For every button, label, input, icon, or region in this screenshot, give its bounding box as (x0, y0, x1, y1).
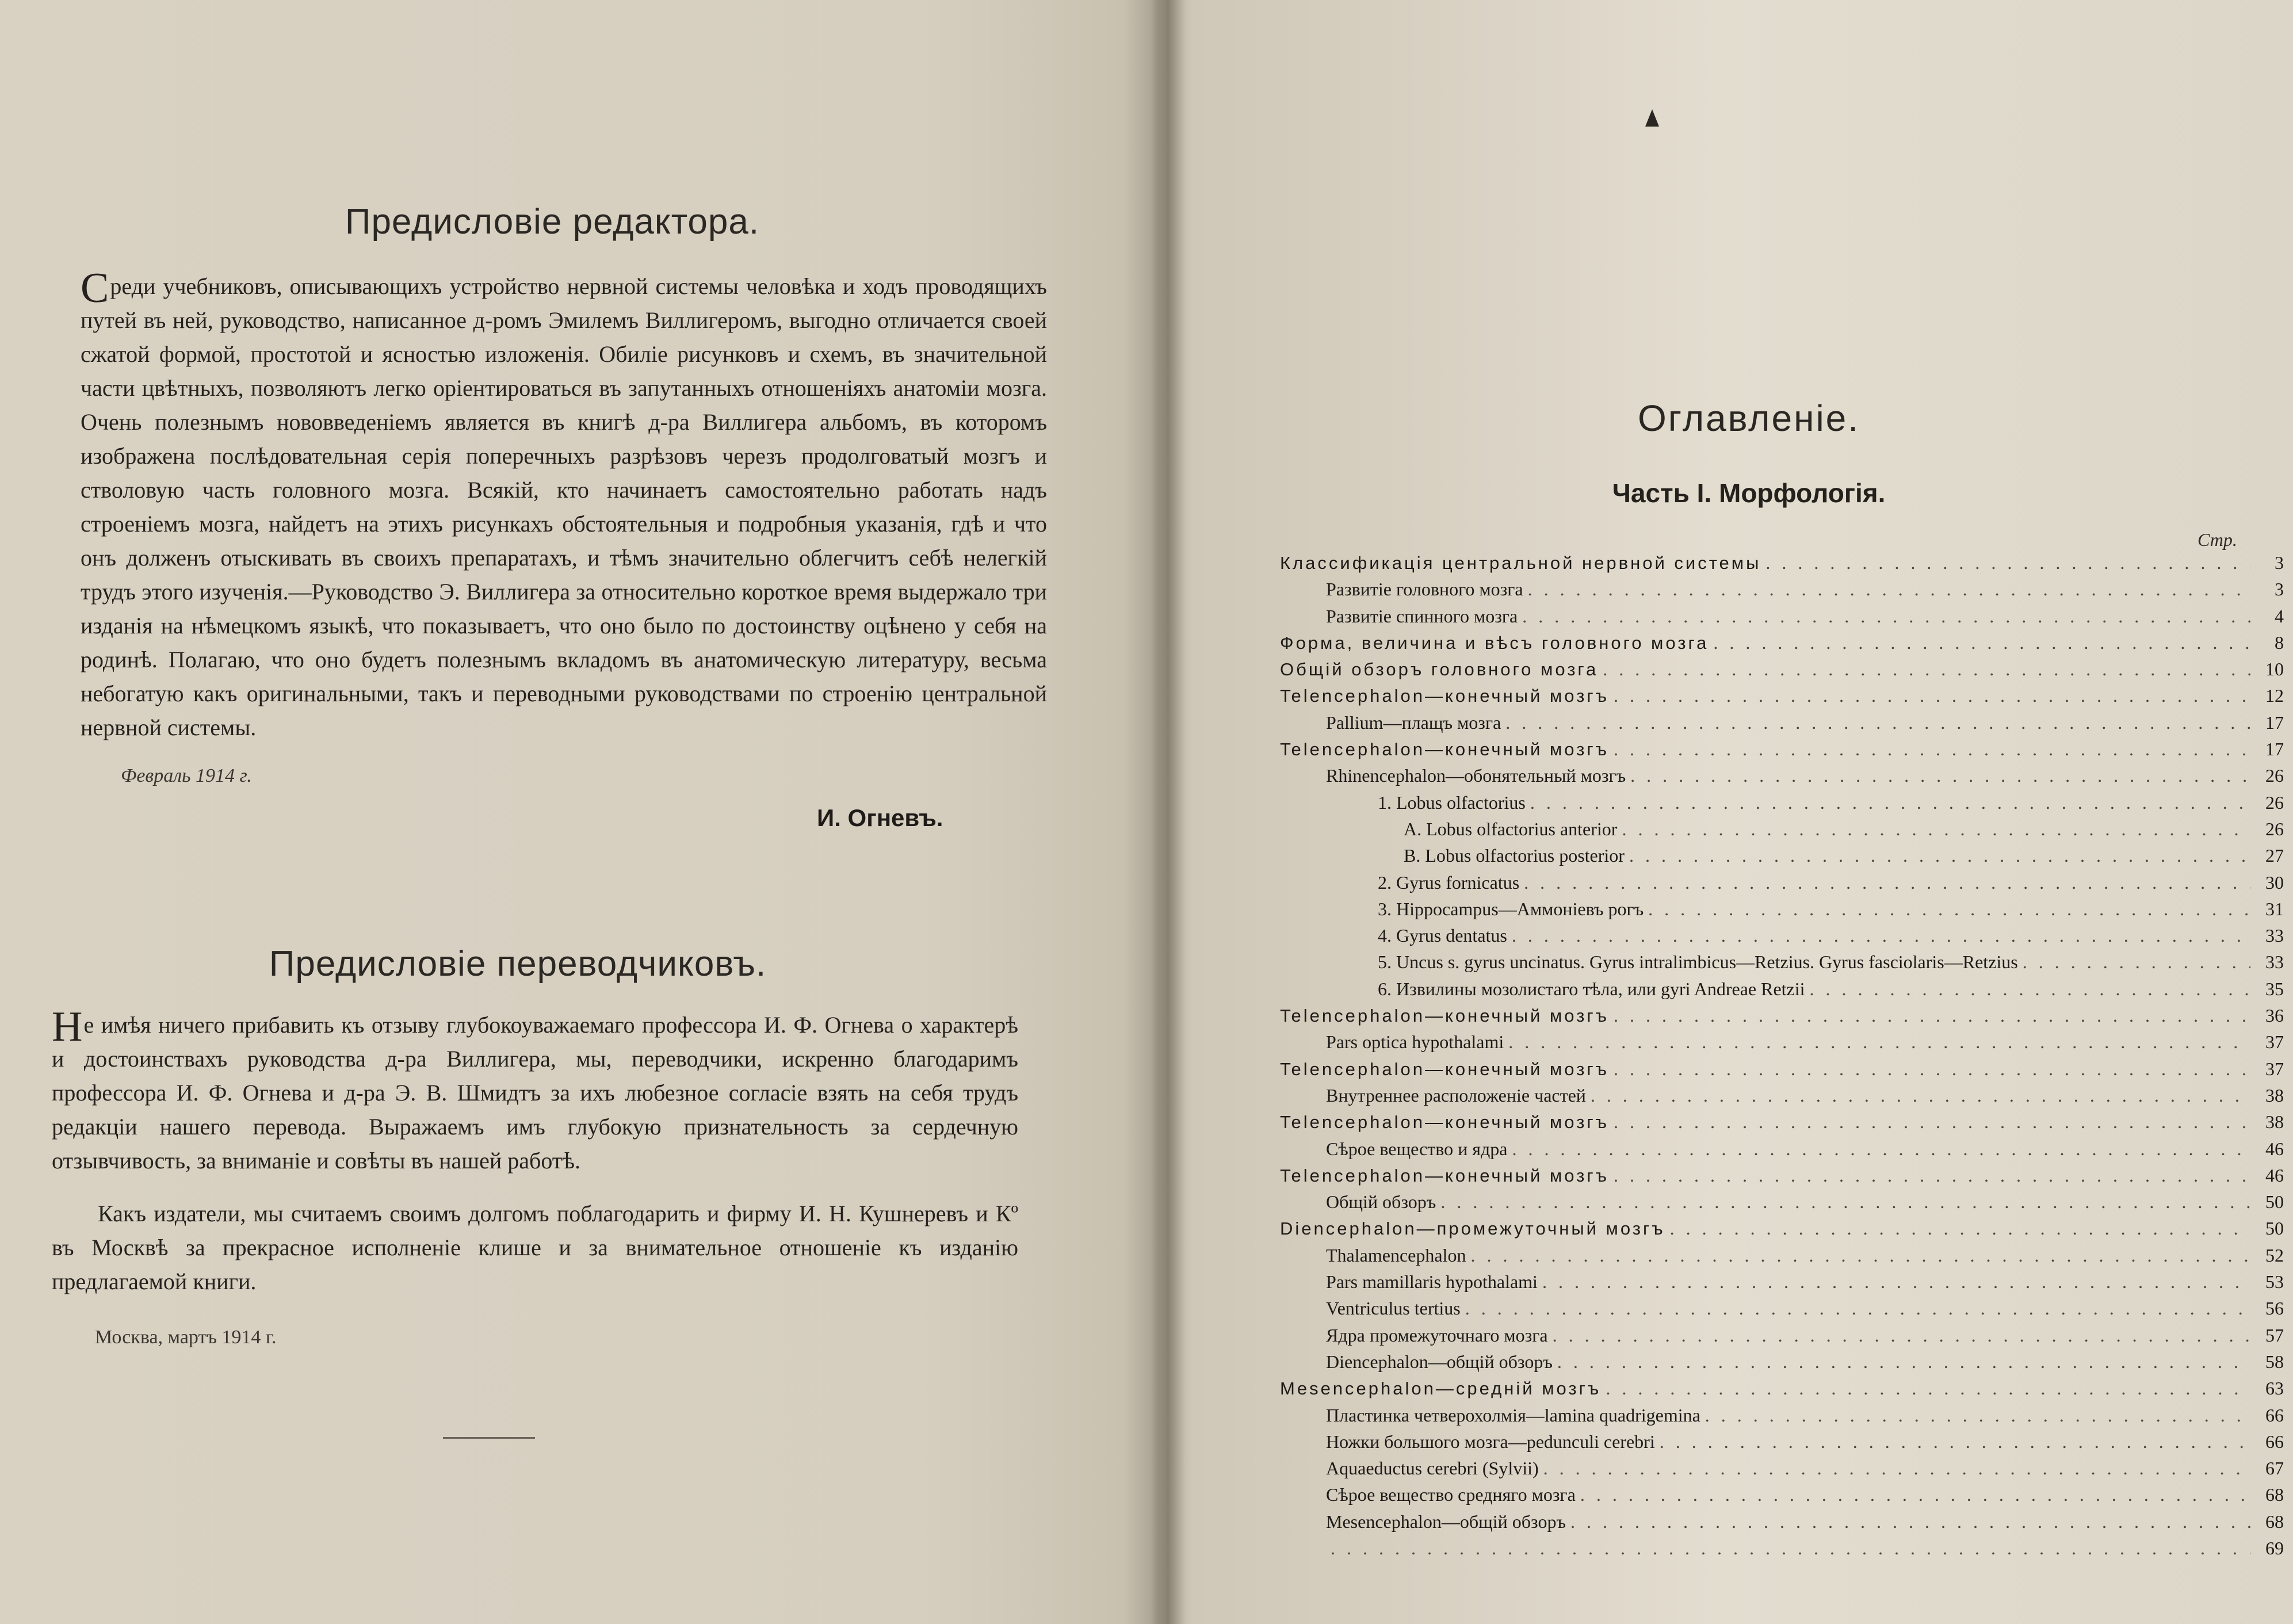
toc-leader-dots (1705, 1405, 2250, 1426)
toc-entry (1280, 712, 2284, 739)
toc-entry (1280, 1085, 2284, 1111)
toc-entry-title: Развитіе спинного мозга (1326, 605, 1518, 626)
toc-entry (1280, 1405, 2284, 1431)
toc-entry (1280, 899, 2284, 925)
toc-leader-dots (1553, 1325, 2250, 1346)
toc-entry-title: Развитіе головного мозга (1326, 579, 1523, 600)
toc-leader-dots (2023, 952, 2250, 973)
toc-entry-title: Aquaeductus cerebri (Sylvii) (1326, 1458, 1539, 1479)
toc-leader-dots (1524, 872, 2250, 893)
toc-entry-page: 37 (2265, 1031, 2284, 1053)
toc-entry (1280, 979, 2284, 1005)
toc-entry (1280, 1351, 2284, 1378)
toc-entry-title: Общій обзоръ (1326, 1191, 1436, 1213)
toc-entry-title: Thalamencephalon (1326, 1244, 1466, 1266)
editor-preface-text: реди учебниковъ, описывающихъ устройство нервной системы человѣка и ходъ проводящихъ путей въ ней, руководство, написанное д-ромъ Эмилемъ Виллигеромъ, выгодно отличается своей сжатой формой, простотой и ясностью изложенія. Обиліе рисунковъ и схемъ, въ значительной части цвѣтныхъ, позволяютъ легко оріентироваться въ запутанныхъ отношеніяхъ анатоміи мозга. Очень полезнымъ нововведеніемъ является въ книгѣ д-ра Виллигера альбомъ, въ которомъ изображена послѣдовательная серія поперечныхъ разрѣзовъ черезъ продолговатый мозгъ и стволовую часть головного мозга. Всякій, кто начинаетъ самостоятельно работать надъ строеніемъ мозга, найдетъ на этихъ рисункахъ обстоятельныя и подробныя указанія, гдѣ и что онъ долженъ отыскивать въ своихъ препаратахъ, и тѣмъ значительно облегчитъ себѣ нелегкій трудъ этого изученія.—Руководство Э. Виллигера за относительно короткое время выдержало три изданія на нѣмецкомъ языкѣ, что показываетъ, что оно было по достоинству оцѣнено у себя на родинѣ. Полагаю, что оно будетъ полезнымъ вкладомъ въ анатомическую литературу, весьма небогатую какъ оригинальными, такъ и переводными руководствами по строенію центральной нервной системы. (81, 273, 1047, 740)
toc-entry-page: 26 (2265, 792, 2284, 813)
toc-entry-page: 26 (2265, 818, 2284, 839)
toc-entry-title: B. Lobus olfactorius posterior (1404, 845, 1625, 866)
translators-preface-text-1: е имѣя ничего прибавить къ отзыву глубокоуважаемаго профессора И. Ф. Огнева о характерѣ и достоинствахъ руководства д-ра Виллигера, мы, переводчики, искренно благодаримъ профессора И. Ф. Огнева и д-ра Э. В. Шмидтъ за ихъ любезное согласіе взять на себя трудъ редакціи нашего перевода. Выражаемъ имъ глубокую признательность за сердечную отзывчивость, за вниманіе и совѣты въ нашей работѣ. (52, 1012, 1018, 1174)
book-gutter (1151, 0, 1185, 1624)
toc-entry (1280, 632, 2284, 659)
toc-leader-dots (1512, 1138, 2250, 1160)
toc-entry-title: Классификація центральной нервной системы (1280, 553, 1761, 573)
toc-entry-title: Rhinencephalon—обонятельный мозгъ (1326, 765, 1626, 786)
toc-leader-dots (1508, 1031, 2250, 1053)
toc-leader-dots (1530, 792, 2250, 813)
toc-entry-page: 67 (2265, 1458, 2284, 1479)
toc-leader-dots (1603, 659, 2250, 680)
toc-leader-dots (1614, 1165, 2250, 1186)
toc-leader-dots (1614, 1005, 2250, 1026)
toc-part-heading: Часть I. Морфологія. (1612, 478, 1886, 508)
toc-entry-title: Telencephalon—конечный мозгъ (1280, 1006, 1610, 1026)
toc-entry-title: Pars optica hypothalami (1326, 1031, 1504, 1053)
toc-entry-title: Внутреннее расположеніе частей (1326, 1084, 1586, 1106)
toc-entry (1280, 739, 2284, 765)
translators-preface-title: Предисловіе переводчиковъ. (269, 944, 767, 984)
toc-entry (1280, 1271, 2284, 1298)
toc-entry-page: 69 (2265, 1537, 2284, 1558)
toc-page-column-header: Стр. (2198, 529, 2237, 550)
toc-leader-dots (1614, 1111, 2250, 1133)
toc-entry-page: 68 (2265, 1484, 2284, 1505)
toc-entry-page: 17 (2265, 739, 2284, 760)
toc-entry (1280, 925, 2284, 952)
toc-leader-dots (1591, 1085, 2250, 1106)
toc-entry-page: 26 (2265, 765, 2284, 786)
toc-entry-title: Ventriculus tertius (1326, 1298, 1461, 1319)
toc-leader-dots (1331, 1538, 2250, 1559)
toc-leader-dots (1512, 925, 2250, 946)
toc-leader-dots (1614, 1059, 2250, 1080)
closing-rule (443, 1437, 535, 1439)
toc-entry-title: Telencephalon—конечный мозгъ (1280, 1112, 1610, 1133)
toc-entry-page: 37 (2265, 1058, 2284, 1079)
toc-leader-dots (1606, 1378, 2250, 1399)
toc-entry (1280, 552, 2284, 579)
toc-entry-page: 27 (2265, 845, 2284, 866)
toc-leader-dots (1557, 1351, 2250, 1373)
toc-entry (1280, 1511, 2284, 1538)
toc-entry-title: Pallium—плащъ мозга (1326, 712, 1501, 733)
toc-entry (1280, 1458, 2284, 1484)
translators-preface-dropcap: Н (52, 1003, 83, 1050)
toc-entry-page: 3 (2275, 552, 2284, 573)
toc-entry-page: 33 (2265, 952, 2284, 973)
toc-entry-page: 4 (2275, 605, 2284, 626)
toc-leader-dots (1543, 1458, 2250, 1479)
toc-entry-page: 57 (2265, 1324, 2284, 1346)
toc-entry-page: 58 (2265, 1351, 2284, 1372)
toc-leader-dots (1614, 685, 2250, 706)
toc-entry-title: Diencephalon—промежуточный мозгъ (1280, 1218, 1665, 1239)
toc-entry-page: 17 (2265, 712, 2284, 733)
toc-entry (1280, 1538, 2284, 1564)
toc-entry-title: 1. Lobus olfactorius (1378, 792, 1526, 813)
toc-entry (1280, 659, 2284, 685)
toc-entry-title: Ножки большого мозга—pedunculi cerebri (1326, 1431, 1655, 1452)
toc-entry (1280, 1378, 2284, 1404)
toc-entry (1280, 952, 2284, 978)
toc-entry-title: Сѣрое вещество и ядра (1326, 1138, 1508, 1159)
toc-entry (1280, 1484, 2284, 1511)
toc-entry-title: Diencephalon—общій обзоръ (1326, 1351, 1553, 1372)
toc-entry-page: 12 (2265, 685, 2284, 706)
toc-entry-page: 38 (2265, 1111, 2284, 1133)
toc-leader-dots (1542, 1271, 2250, 1293)
toc-list (1280, 552, 2284, 1564)
editor-signature: И. Огневъ. (817, 804, 943, 831)
translators-preface-body-2 (52, 1197, 1018, 1298)
toc-entry-page: 33 (2265, 925, 2284, 946)
toc-entry-page: 31 (2265, 898, 2284, 919)
toc-entry (1280, 765, 2284, 792)
toc-leader-dots (1440, 1191, 2250, 1213)
toc-entry-title: Telencephalon—конечный мозгъ (1280, 739, 1610, 760)
toc-leader-dots (1528, 579, 2250, 600)
pencil-mark (1645, 109, 1659, 127)
toc-entry-title: Telencephalon—конечный мозгъ (1280, 1165, 1610, 1186)
toc-entry-page: 35 (2265, 978, 2284, 999)
toc-entry-page: 53 (2265, 1271, 2284, 1293)
toc-entry (1280, 1298, 2284, 1324)
editor-preface-dropcap: С (81, 265, 109, 312)
toc-entry-title: 5. Uncus s. gyrus uncinatus. Gyrus intralimbicus—Retzius. Gyrus fasciolaris—Retzius (1378, 952, 2018, 973)
toc-entry (1280, 819, 2284, 845)
toc-leader-dots (1622, 819, 2250, 840)
toc-entry-title: Ядра промежуточнаго мозга (1326, 1324, 1548, 1346)
toc-entry-page: 10 (2265, 659, 2284, 680)
toc-leader-dots (1580, 1484, 2250, 1505)
editor-preface-title: Предисловіе редактора. (345, 202, 760, 242)
toc-entry-page: 56 (2265, 1298, 2284, 1319)
toc-leader-dots (1630, 765, 2250, 786)
toc-leader-dots (1614, 739, 2250, 760)
toc-entry-page: 68 (2265, 1511, 2284, 1532)
toc-entry (1280, 579, 2284, 605)
toc-entry-page: 63 (2265, 1378, 2284, 1399)
toc-entry-page: 46 (2265, 1164, 2284, 1186)
toc-entry-title: Пластинка четверохолмія—lamina quadrigemina (1326, 1404, 1700, 1426)
toc-entry (1280, 792, 2284, 819)
toc-entry-title: 6. Извилины мозолистаго тѣла, или gyri Andreae Retzii (1378, 978, 1805, 999)
toc-entry-page: 38 (2265, 1084, 2284, 1106)
toc-entry-page: 50 (2265, 1191, 2284, 1213)
toc-entry (1280, 1111, 2284, 1138)
toc-entry (1280, 1165, 2284, 1191)
toc-title: Оглавленіе. (1637, 398, 1860, 439)
toc-entry (1280, 845, 2284, 872)
toc-entry-page: 30 (2265, 872, 2284, 893)
toc-entry-page: 36 (2265, 1005, 2284, 1026)
toc-leader-dots (1522, 606, 2250, 627)
toc-entry-title: Сѣрое вещество средняго мозга (1326, 1484, 1576, 1505)
toc-leader-dots (1765, 552, 2250, 574)
toc-leader-dots (1648, 899, 2250, 920)
toc-entry-title: Mesencephalon—средній мозгъ (1280, 1378, 1602, 1399)
toc-leader-dots (1465, 1298, 2250, 1319)
toc-entry (1280, 1005, 2284, 1031)
translators-preface-text-2: Какъ издатели, мы считаемъ своимъ долгомъ поблагодарить и фирму И. Н. Кушнеревъ и Кº въ Москвѣ за прекрасное исполненіе клише и за внимательное отношеніе къ изданію предлагаемой книги. (52, 1201, 1018, 1294)
toc-leader-dots (1505, 712, 2250, 733)
editor-preface-body (81, 265, 1047, 744)
toc-entry (1280, 872, 2284, 899)
toc-entry (1280, 685, 2284, 712)
toc-leader-dots (1810, 979, 2250, 1000)
toc-entry-page: 46 (2265, 1138, 2284, 1159)
toc-entry-title: 3. Hippocampus—Аммоніевъ рогъ (1378, 898, 1644, 919)
toc-entry-page: 50 (2265, 1218, 2284, 1239)
toc-entry-title: A. Lobus olfactorius anterior (1404, 818, 1618, 839)
toc-entry (1280, 606, 2284, 632)
toc-entry (1280, 1191, 2284, 1218)
toc-leader-dots (1470, 1245, 2250, 1266)
toc-entry (1280, 1218, 2284, 1244)
toc-entry-title: 2. Gyrus fornicatus (1378, 872, 1520, 893)
toc-entry-title: Форма, величина и вѣсъ головного мозга (1280, 632, 1709, 653)
toc-entry-page: 8 (2275, 632, 2284, 653)
toc-entry-title: Pars mamillaris hypothalami (1326, 1271, 1538, 1293)
toc-leader-dots (1670, 1218, 2250, 1239)
toc-leader-dots (1570, 1511, 2250, 1533)
toc-entry-page: 66 (2265, 1431, 2284, 1452)
toc-leader-dots (1660, 1431, 2250, 1453)
translators-preface-body (52, 1003, 1018, 1178)
toc-entry (1280, 1138, 2284, 1165)
toc-entry-title: Mesencephalon—общій обзоръ (1326, 1511, 1566, 1532)
toc-entry (1280, 1325, 2284, 1351)
editor-preface-date: Февраль 1914 г. (121, 765, 252, 786)
toc-entry-page: 3 (2275, 579, 2284, 600)
toc-entry-page: 66 (2265, 1404, 2284, 1426)
toc-leader-dots (1713, 632, 2250, 654)
toc-entry (1280, 1245, 2284, 1271)
toc-entry-title: Telencephalon—конечный мозгъ (1280, 1059, 1610, 1079)
toc-entry-title: 4. Gyrus dentatus (1378, 925, 1507, 946)
translators-preface-date: Москва, мартъ 1914 г. (95, 1327, 277, 1348)
toc-entry (1280, 1031, 2284, 1058)
toc-entry (1280, 1059, 2284, 1085)
toc-entry-title: Telencephalon—конечный мозгъ (1280, 686, 1610, 706)
toc-entry (1280, 1431, 2284, 1458)
toc-entry-page: 52 (2265, 1244, 2284, 1266)
toc-entry-title: Общій обзоръ головного мозга (1280, 659, 1599, 680)
toc-leader-dots (1629, 845, 2250, 866)
